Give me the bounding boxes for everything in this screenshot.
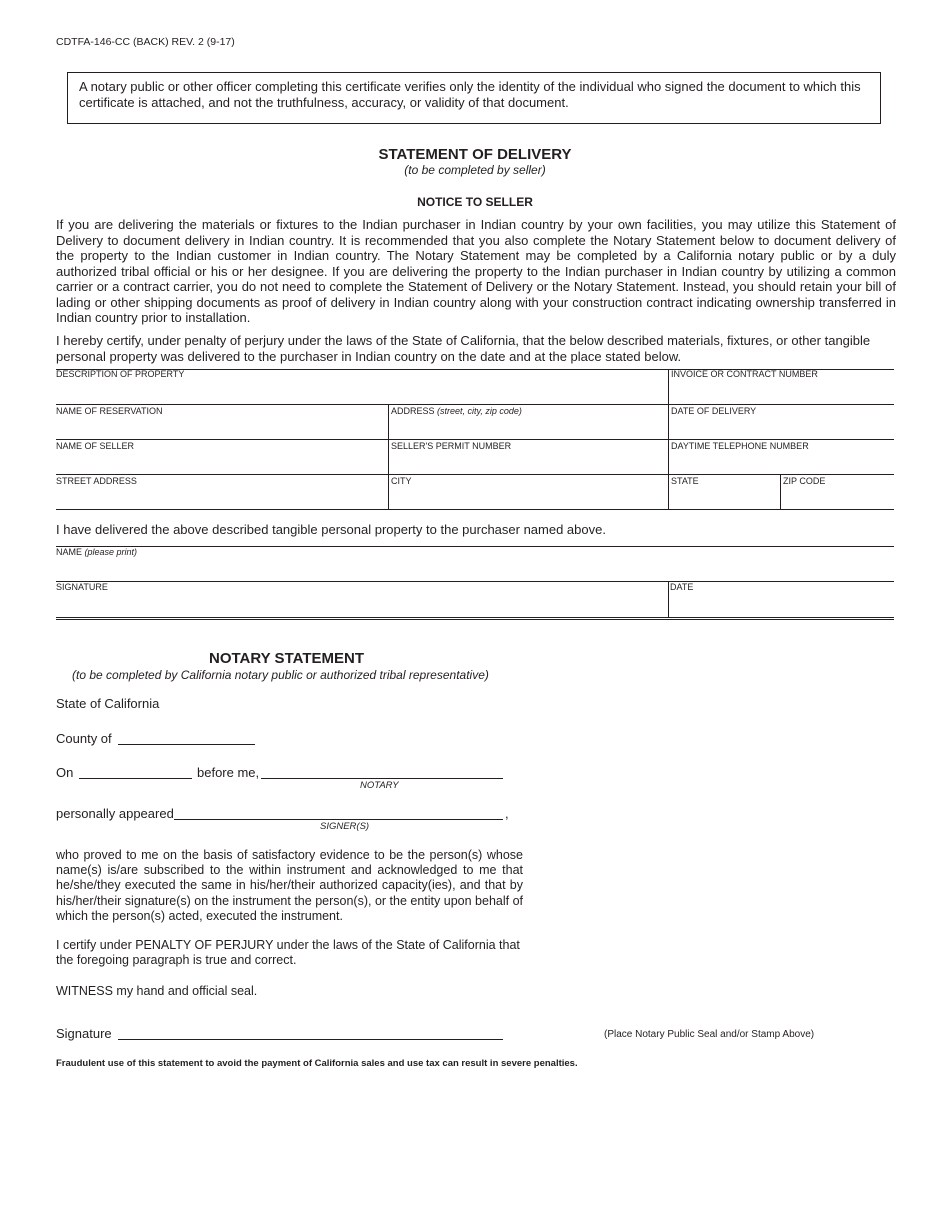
statement-title: STATEMENT OF DELIVERY [378,146,572,163]
notice-text: If you are delivering the materials or fixtures to the Indian purchaser in Indian country by your own facilities, you may utilize this Statement of Delivery to document delivery in Indian country. It is recommended that you also complete the Notary Statement below to document delivery of the property to the Indian customer in Indian country. The Notary Statement may be completed by a California notary public or by a duly authorized tribal official or his or her designee. If you are delivering the property to the Indian purchaser in Indian country by utilizing a common carrier or a contract carrier, you do not need to complete the Statement of Delivery or the Notary Statement. Instead, you should retain your bill of lading or other shipping documents as proof of delivery in Indian country along with your construction contract indicating ownership transferred in Indian country prior to installation. [56,217,896,325]
signer-caption: SIGNER(S) [320,821,370,832]
street-address-field[interactable] [56,474,388,509]
fraud-warning-footer: Fraudulent use of this statement to avoid the payment of California sales and use tax can result in severe penalties. [56,1058,578,1069]
appeared-comma: , [505,806,509,821]
rule [668,581,669,617]
address-label-wrap [391,406,522,416]
name-hint: (please print) [84,547,138,557]
delivery-date-field[interactable] [668,404,894,439]
form-id: CDTFA-146-CC (BACK) REV. 2 (9-17) [56,36,235,48]
signature-field[interactable] [56,581,668,617]
seller-name-field[interactable] [56,439,388,474]
witness-text: WITNESS my hand and official seal. [56,984,258,998]
city-label: CITY [391,476,412,486]
notice-heading: NOTICE TO SELLER [417,195,533,209]
notary-caption: NOTARY [360,780,399,791]
seller-permit-field[interactable] [388,439,668,474]
phone-field[interactable] [668,439,894,474]
rule [56,617,894,618]
notary-subtitle: (to be completed by California notary public or authorized tribal representative) [72,668,489,682]
invoice-label: INVOICE OR CONTRACT NUMBER [671,369,818,379]
address-label: ADDRESS [391,406,435,416]
state-label: STATE [671,476,699,486]
seal-note: (Place Notary Public Seal and/or Stamp Above) [604,1029,815,1040]
invoice-number-field[interactable] [668,369,894,404]
phone-label: DAYTIME TELEPHONE NUMBER [671,441,809,451]
notary-date-input[interactable] [79,778,192,779]
appeared-label: personally appeared [56,806,174,821]
zip-code-field[interactable] [780,474,894,509]
county-input[interactable] [118,744,255,745]
perjury-text: I certify under PENALTY OF PERJURY under the laws of the State of California that the foregoing paragraph is true and correct. [56,938,520,968]
certify-text: I hereby certify, under penalty of perjury under the laws of the State of California, that the below described materials, fixtures, or other tangible personal property was delivered to the purchaser in Indian country on the date and at the place stated below. [56,333,871,364]
notary-title: NOTARY STATEMENT [209,650,364,667]
state-field[interactable] [668,474,780,509]
state-line: State of California [56,696,160,711]
print-name-field[interactable] [56,546,894,581]
description-of-property-field[interactable] [56,369,668,404]
signature-label: SIGNATURE [56,582,108,592]
rule [56,619,894,620]
description-label: DESCRIPTION OF PROPERTY [56,369,185,379]
delivery-fields-grid [56,369,894,510]
date-label: DATE [670,582,694,592]
reservation-name-field[interactable] [56,404,388,439]
name-label: NAME [56,547,83,557]
grid-rule [56,509,894,510]
notary-signature-label: Signature [56,1026,112,1041]
address-hint: (street, city, zip code) [437,406,522,416]
seller-name-label: NAME OF SELLER [56,441,135,451]
permit-label: SELLER'S PERMIT NUMBER [391,441,512,451]
before-me-label: before me, [197,765,260,780]
signer-name-input[interactable] [174,819,503,820]
name-label-wrap [56,547,137,557]
proof-text: who proved to me on the basis of satisfactory evidence to be the person(s) whose name(s) is/are subscribed to the within instrument and acknowledged to me that he/she/they executed the same in his/her/their authorized capacity(ies), and that by his/her/their signature(s) on the instrument the person(s), or the entity upon behalf of which the person(s) acted, executed the instrument. [56,848,523,923]
on-label: On [56,765,74,780]
notary-signature-input[interactable] [118,1039,503,1040]
date-field[interactable] [670,581,894,617]
zip-label: ZIP CODE [783,476,826,486]
street-label: STREET ADDRESS [56,476,137,486]
delivery-date-label: DATE OF DELIVERY [671,406,757,416]
city-field[interactable] [388,474,668,509]
county-label: County of [56,731,112,746]
reservation-label: NAME OF RESERVATION [56,406,163,416]
notary-name-input[interactable] [261,778,503,779]
statement-subtitle: (to be completed by seller) [404,163,546,177]
notary-disclaimer-box: A notary public or other officer completing this certificate verifies only the identity of the individual who signed the document to which this certificate is attached, and not the truthfulness, accuracy, or validity of that document. [67,72,881,124]
address-field[interactable] [388,404,668,439]
delivered-statement: I have delivered the above described tangible personal property to the purchaser named above. [56,522,606,537]
